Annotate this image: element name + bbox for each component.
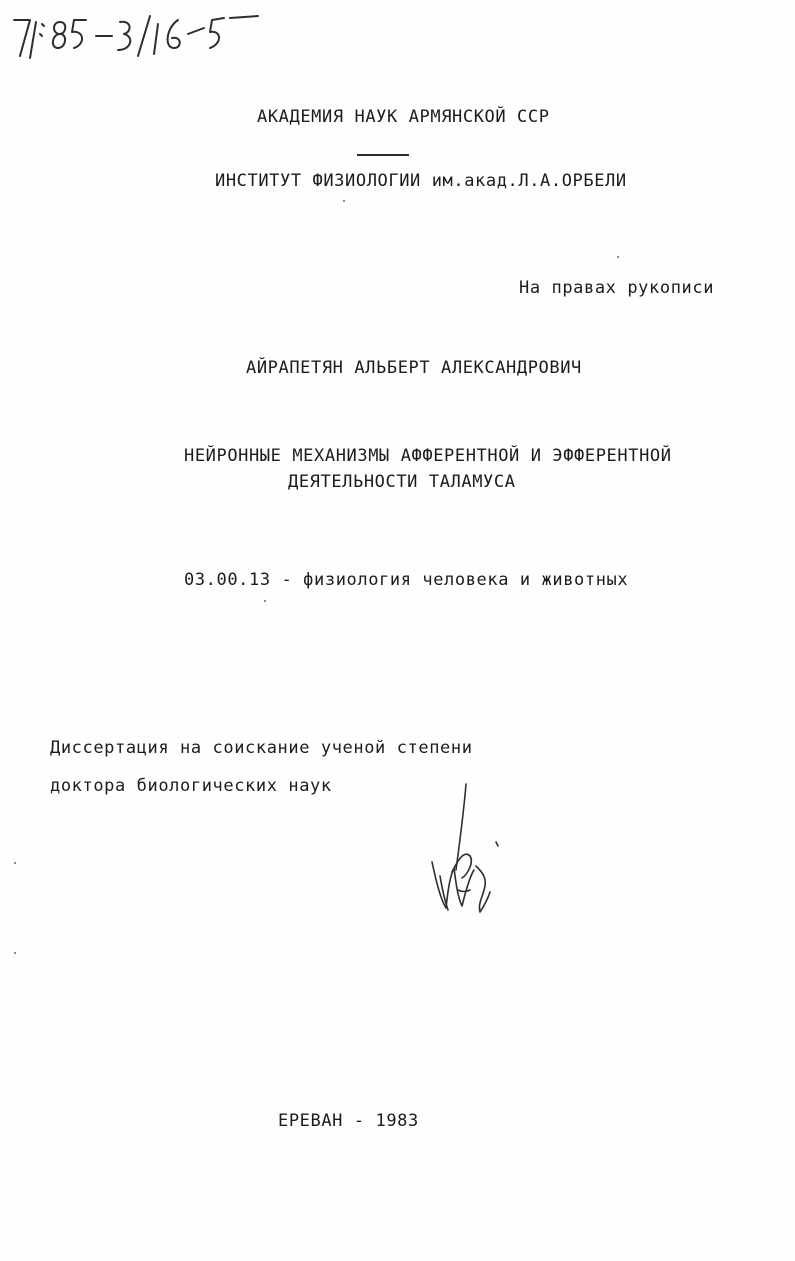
handwritten-archive-number xyxy=(8,8,268,68)
specialty-code: 03.00.13 - физиология человека и животных xyxy=(184,570,629,590)
heading-divider xyxy=(357,154,409,156)
scan-speck xyxy=(343,200,345,202)
scan-speck xyxy=(617,256,619,258)
academy-heading: АКАДЕМИЯ НАУК АРМЯНСКОЙ ССР xyxy=(257,107,550,127)
institute-heading: ИНСТИТУТ ФИЗИОЛОГИИ им.акад.Л.А.ОРБЕЛИ xyxy=(215,171,627,191)
handwritten-signature xyxy=(418,780,518,920)
scan-speck xyxy=(14,862,16,864)
manuscript-rights-note: На правах рукописи xyxy=(519,278,715,298)
scan-speck xyxy=(14,952,16,954)
dissertation-title-line-2: ДЕЯТЕЛЬНОСТИ ТАЛАМУСА xyxy=(288,472,516,492)
degree-statement-line-1: Диссертация на соискание ученой степени xyxy=(50,738,473,758)
author-name: АЙРАПЕТЯН АЛЬБЕРТ АЛЕКСАНДРОВИЧ xyxy=(246,358,582,378)
scan-speck xyxy=(264,600,266,602)
place-and-year: ЕРЕВАН - 1983 xyxy=(278,1111,419,1131)
degree-statement-line-2: доктора биологических наук xyxy=(50,776,332,796)
dissertation-title-line-1: НЕЙРОННЫЕ МЕХАНИЗМЫ АФФЕРЕНТНОЙ И ЭФФЕРЕНТНОЙ xyxy=(184,446,672,466)
